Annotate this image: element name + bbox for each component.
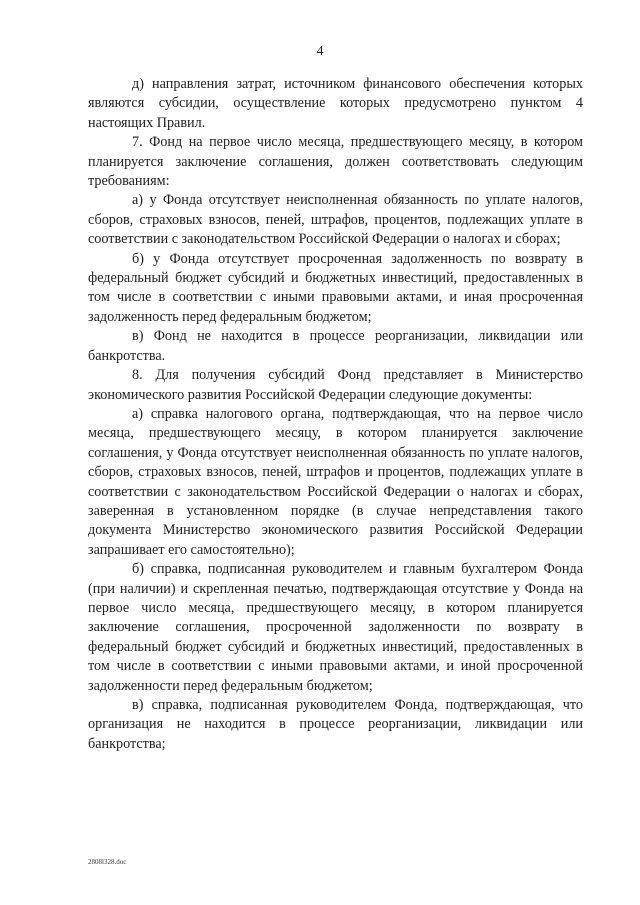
paragraph-clause-8b: б) справка, подписанная руководителем и главным бухгалтером Фонда (при наличии) и скрепленная печатью, подтверждающая отсутствие у Фонда на первое число месяца, предшествующего месяцу, в котором планируется заключение соглашения, просроченной задолженности по возврату в федеральный бюджет субсидий и бюджетных инвестиций, предоставленных в том числе в соответствии с иными правовыми актами, и иной просроченной задолженности перед федеральным бюджетом; xyxy=(88,561,583,694)
paragraph-item-d: д) направления затрат, источником финансового обеспечения которых являются субсидии, осуществление которых предусмотрено пунктом 4 настоящих Правил. xyxy=(88,76,583,131)
paragraph-clause-7b: б) у Фонда отсутствует просроченная задолженность по возврату в федеральный бюджет субсидий и бюджетных инвестиций, предоставленных в том числе в соответствии с иными правовыми актами, и иная просроченная задолженность перед федеральным бюджетом; xyxy=(88,250,583,325)
footer-filename: 2808l328.doc xyxy=(88,858,127,866)
paragraph-clause-8v: в) справка, подписанная руководителем Фонда, подтверждающая, что организация не находится в процессе реорганизации, ликвидации или банкротства; xyxy=(88,697,583,752)
paragraph-clause-8a: а) справка налогового органа, подтверждающая, что на первое число месяца, предшествующего месяцу, в котором планируется заключение соглашения, у Фонда отсутствует неисполненная обязанность по уплате налогов, сборов, страховых взносов, пеней, штрафов и процентов, подлежащих уплате в соответствии с законодательством Российской Федерации о налогах и сборах, заверенная в установленном порядке (в случае непредставления такого документа Министерство экономического развития Российской Федерации запрашивает его самостоятельно); xyxy=(88,405,583,558)
page-number: 4 xyxy=(316,44,324,59)
paragraph-clause-7: 7. Фонд на первое число месяца, предшествующего месяцу, в котором планируется заключение соглашения, должен соответствовать следующим требованиям: xyxy=(88,134,583,190)
paragraph-clause-7v: в) Фонд не находится в процессе реорганизации, ликвидации или банкротства. xyxy=(88,328,583,364)
paragraph-clause-8: 8. Для получения субсидий Фонд представляет в Министерство экономического развития Российской Федерации следующие документы: xyxy=(88,367,583,403)
paragraph-clause-7a: а) у Фонда отсутствует неисполненная обязанность по уплате налогов, сборов, страховых взносов, пеней, штрафов, процентов, подлежащих уплате в соответствии с законодательством Российской Федерации о налогах и сборах; xyxy=(88,192,583,248)
document-body xyxy=(88,75,583,754)
